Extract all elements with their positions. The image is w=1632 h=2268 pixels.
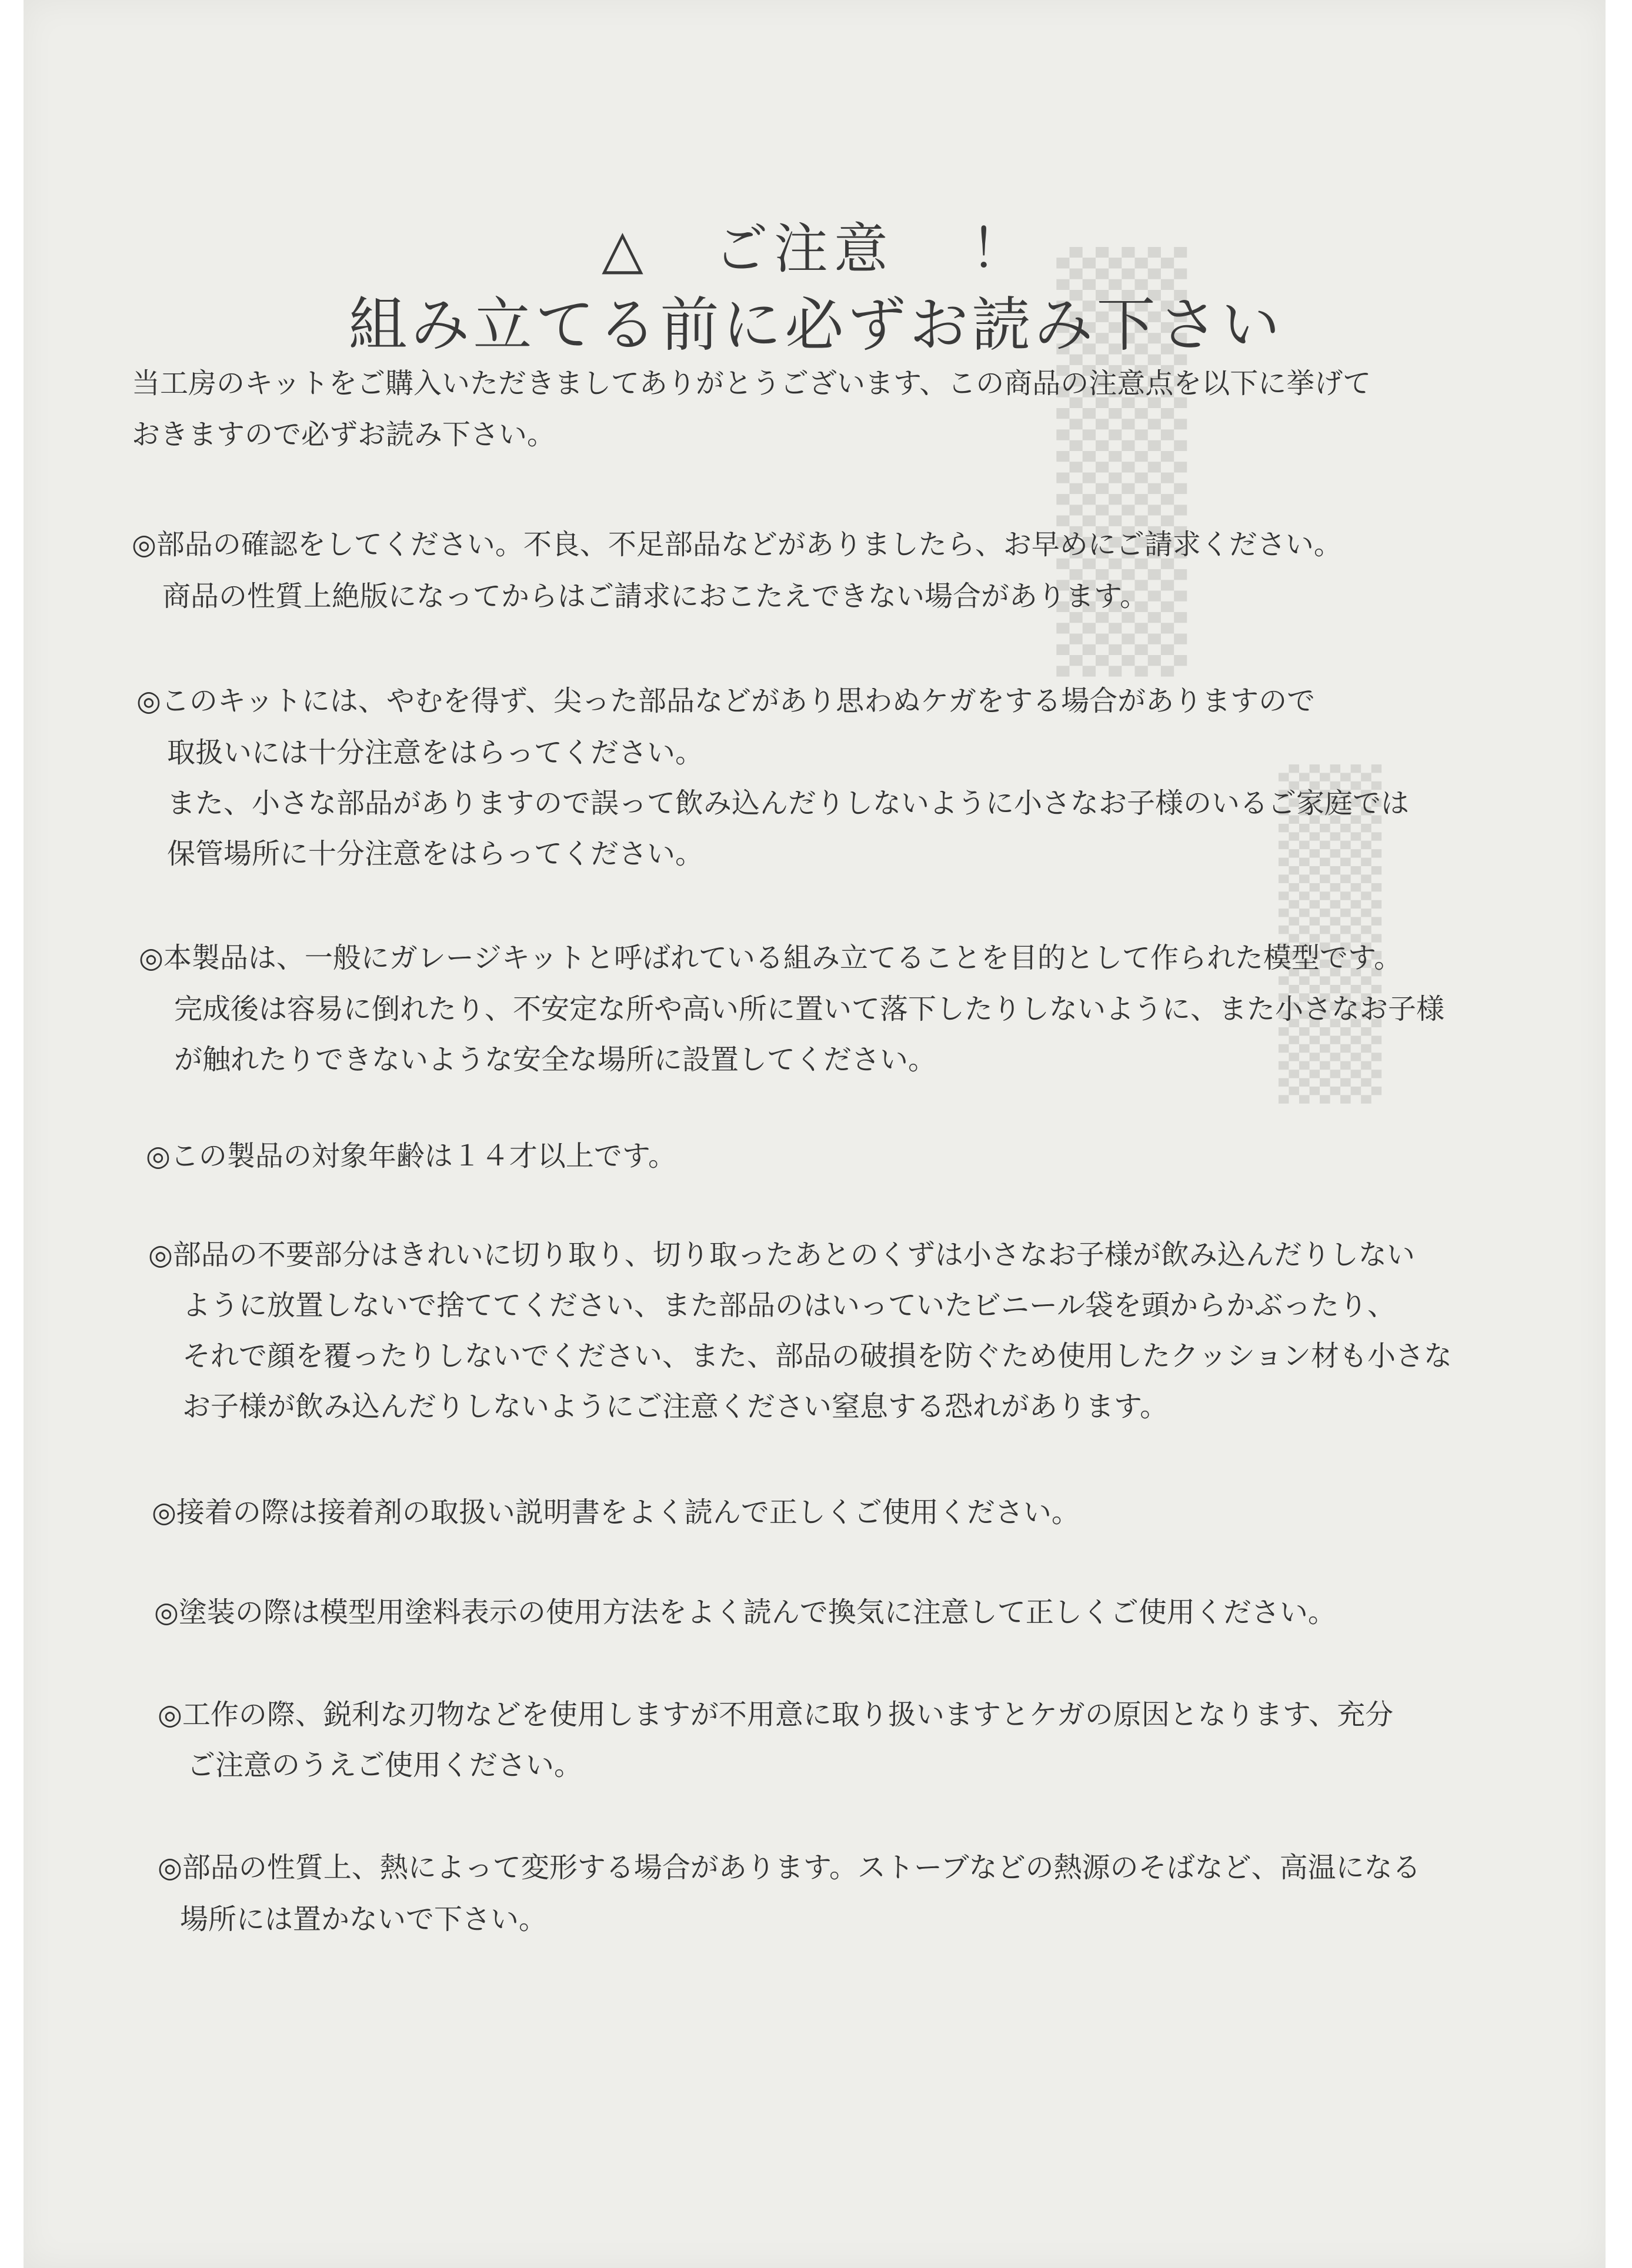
- notice-heading: [0, 206, 1632, 283]
- notice-heat-line: 場所には置かないで下さい。: [180, 1903, 548, 1936]
- show-through-decoration: ▒▒▒▒▒: [1279, 764, 1382, 1104]
- exclamation-mark: ！: [970, 218, 1030, 280]
- notice-heat-line: ◎部品の性質上、熱によって変形する場合があります。ストーブなどの熱源のそばなど、高温になる: [158, 1851, 1421, 1884]
- show-through-decoration: ▒▒▒▒▒: [1057, 247, 1188, 677]
- notice-blades-line: ◎工作の際、鋭利な刃物などを使用しますが不用意に取り扱いますとケガの原因となります、充分: [158, 1698, 1394, 1731]
- notice-sharp-parts-line: 保管場所に十分注意をはらってください。: [167, 837, 704, 870]
- notice-paint-line: ◎塗装の際は模型用塗料表示の使用方法をよく読んで換気に注意して正しくご使用ください。: [154, 1596, 1336, 1629]
- notice-garage-kit-line: が触れたりできないような安全な場所に設置してください。: [174, 1043, 937, 1076]
- notice-scraps-line: お子様が飲み込んだりしないようにご注意ください窒息する恐れがあります。: [182, 1390, 1169, 1423]
- notice-adhesive-line: ◎接着の際は接着剤の取扱い説明書をよく読んで正しくご使用ください。: [152, 1496, 1080, 1529]
- notice-blades-line: ご注意のうえご使用ください。: [187, 1749, 583, 1782]
- notice-sharp-parts-line: 取扱いには十分注意をはらってください。: [167, 736, 704, 769]
- notice-age-line: ◎この製品の対象年齢は１４才以上です。: [146, 1140, 677, 1173]
- notice-heading-label: ご注意: [713, 218, 894, 280]
- notice-sharp-parts-line: ◎このキットには、やむを得ず、尖った部品などがあり思わぬケガをする場合がありますので: [136, 684, 1316, 717]
- intro-line: 当工房のキットをご購入いただきましてありがとうございます、この商品の注意点を以下に挙げて: [132, 367, 1371, 400]
- notice-garage-kit-line: 完成後は容易に倒れたり、不安定な所や高い所に置いて落下したりしないように、また小さなお子様: [174, 993, 1445, 1026]
- warning-triangle-icon: △: [602, 218, 649, 280]
- notice-scraps-line: それで顔を覆ったりしないでください、また、部品の破損を防ぐため使用したクッション材も小さな: [182, 1340, 1453, 1372]
- notice-parts-check-line: ◎部品の確認をしてください。不良、不足部品などがありましたら、お早めにご請求ください。: [132, 528, 1342, 561]
- notice-scraps-line: ように放置しないで捨ててください、また部品のはいっていたビニール袋を頭からかぶったり、: [182, 1289, 1396, 1322]
- notice-garage-kit-line: ◎本製品は、一般にガレージキットと呼ばれている組み立てることを目的として作られた模型です。: [139, 941, 1403, 974]
- notice-parts-check-line: 商品の性質上絶版になってからはご請求におこたえできない場合があります。: [162, 580, 1149, 613]
- read-before-assembly-heading: 組み立てる前に必ずお読み下さい: [348, 290, 1284, 359]
- notice-scraps-line: ◎部品の不要部分はきれいに切り取り、切り取ったあとのくずは小さなお子様が飲み込んだりしない: [148, 1238, 1415, 1271]
- intro-line: おきますので必ずお読み下さい。: [132, 418, 556, 451]
- notice-sharp-parts-line: また、小さな部品がありますので誤って飲み込んだりしないように小さなお子様のいるご家庭では: [167, 787, 1410, 820]
